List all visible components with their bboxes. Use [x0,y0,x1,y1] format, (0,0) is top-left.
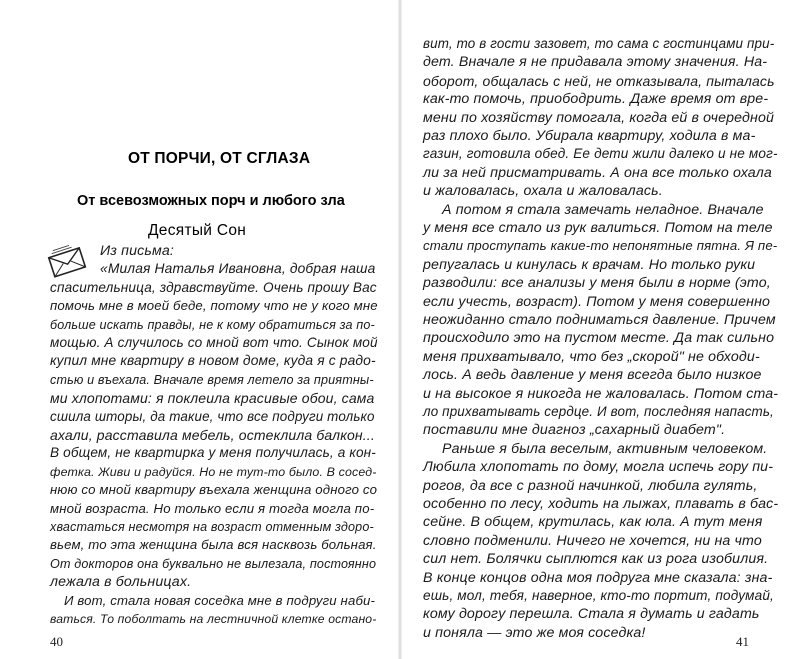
text-line: неожиданно стало подниматься давление. Причем [423,312,776,328]
text-line: мощью. А случилось со мной вот что. Сынок мой [50,335,378,350]
text-line: купил мне квартиру в новом доме, куда я с радо- [50,353,376,369]
text-line: спасительница, здравствуйте. Очень прошу Вас [50,279,377,295]
text-line: ли за ней присматривать. А она все только охала [423,164,772,181]
text-line: больше искать правды, не к кому обратиться за по- [50,317,375,332]
text-line: сейне. В общем, крутилась, как юла. А тут меня [423,514,763,531]
text-line: раз плохо было. Убирала квартиру, ходила в ма- [423,128,756,144]
text-line: хвастаться несмотря на возраст отменным здоро- [50,520,374,534]
text-line: ваться. То поболтать на лестничной клетке остано- [50,612,377,626]
text-line: ахали, расставила мебель, остеклила балкон... [50,427,375,443]
text-line: если учесть, возраст). Потом у меня совершенно [423,293,771,310]
text-line: нюю со мной квартиру въехала женщина одного со [50,482,378,498]
text-line: В конце концов одна моя подруга мне сказала: зна- [423,569,773,586]
text-line: вьем, то эта женщина была вся насквозь больная. [50,537,377,553]
text-line: лось. А ведь давление у меня всегда было низкое [423,367,762,384]
text-line: меня прихватывало, что без „скорой" не обходи- [423,348,760,365]
text-line: лежала в больницах. [50,574,192,591]
text-line: Любила хлопотать по дому, могла испечь гору пи- [423,459,774,476]
text-line: у меня все стало из рук валиться. Потом на теле [423,220,773,236]
text-line: помочь мне в моей беде, потому что не у кого мне [50,298,378,314]
text-line: поставили мне диагноз „сахарный диабет". [423,422,726,439]
text-line: газин, готовила обед. Ее дети жили далеко и не мог- [423,146,778,162]
text-line: словно подменили. Ничего не хочется, ни на что [423,532,762,549]
text-line: ло прихватывать сердце. И вот, последняя напасть, [423,404,774,419]
text-line: вит, то в гости зазовет, то сама с гостинцами при- [423,36,775,51]
text-line: стали проступать какие-то непонятные пятна. Я пе- [423,238,778,254]
text-line: особенно по лесу, ходить на лыжах, плавать в бас- [423,496,779,512]
text-line: А потом я стала замечать неладное. Вначале [442,201,764,218]
text-line: ешь, мол, тебя, наверное, кто-то портит, подумай, [423,588,774,603]
page-number: 40 [50,634,63,649]
text-line: Из письма: [100,243,174,259]
text-line: как-то помочь, приободрить. Даже время от вре- [423,91,769,108]
text-line: разводили: все анализы у меня были в норме (это, [423,275,771,292]
text-line: дет. Вначале я не придавала этому значения. На- [423,54,768,71]
text-line: оборот, общалась с ней, не отказывала, пыталась [423,72,775,89]
text-line: и жаловалась, охала и жаловалась. [423,183,663,200]
text-line: Раньше я была веселым, активным человеком. [442,440,768,457]
text-line: «Милая Наталья Ивановна, добрая наша [100,261,376,277]
text-line: сил нет. Болячки сыплются как из рога изобилия. [423,551,769,568]
page-number: 41 [736,634,749,649]
text-line: происходило это на пустом месте. Да так сильно [423,330,775,347]
text-line: От докторов она буквально не вылезала, постоянно [50,556,377,571]
text-line: кому дорогу перешла. Стала я думать и гадать [423,606,760,623]
text-line: и поняла — это же моя соседка! [423,624,646,641]
dream-subheading: Десятый Сон [148,222,247,239]
subsection-title: От всевозможных порч и любого зла [77,193,345,209]
section-title: ОТ ПОРЧИ, ОТ СГЛАЗА [128,150,311,167]
text-line: ми хлопотами: я поклеила красивые обои, сама [50,390,375,407]
text-line: и на высокое я никогда не жаловалась. Потом ста- [423,385,779,402]
text-line: рогов, да все с разной начинкой, любила гулять, [423,477,758,494]
text-line: фетка. Живи и радуйся. Но не тут-то было. В сосед- [50,464,377,479]
text-line: мени по хозяйству помогала, когда ей в очередной [423,109,775,126]
text-line: И вот, стала новая соседка мне в подруги наби- [64,592,376,608]
envelope-icon [46,244,90,280]
text-line: стью и въехала. Вначале время летело за приятны- [50,372,374,387]
text-line: репугалась и кинулась к врачам. Но только руки [423,256,756,273]
text-line: сшила шторы, да такие, что все подруги только [50,408,375,424]
text-line: мной возраста. Но только если я тогда могла по- [50,500,375,516]
text-line: В общем, не квартирка у меня получилась, а кон- [50,445,376,461]
